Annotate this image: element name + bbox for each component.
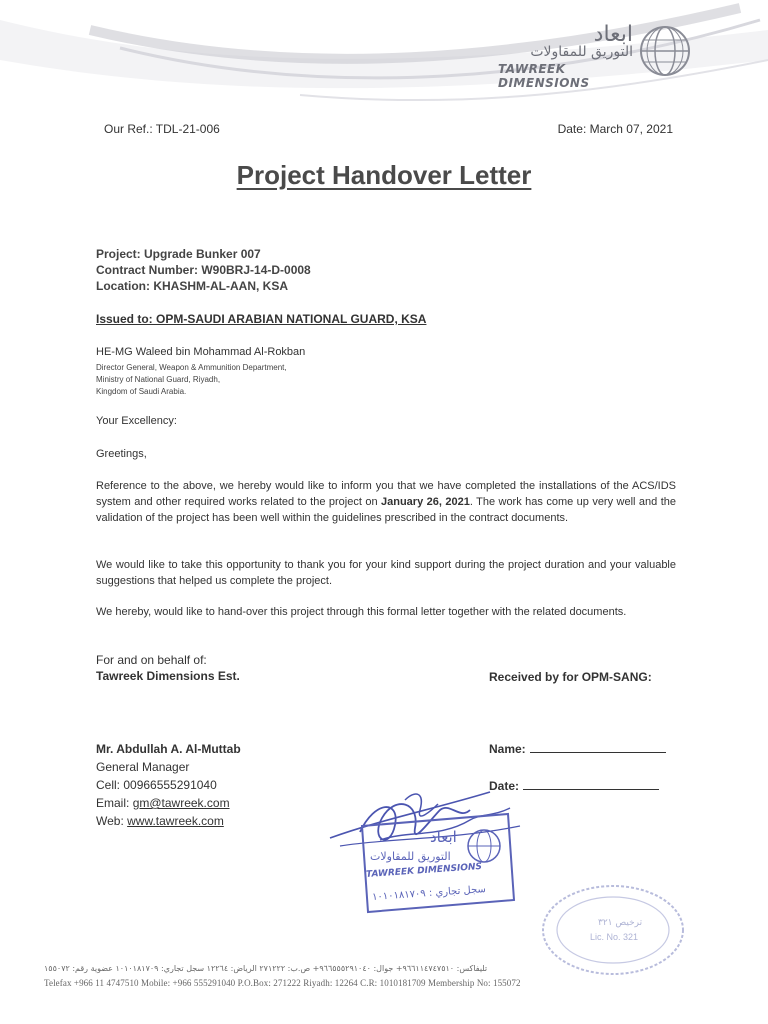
seal-arabic-number: ترخيص ٣٢١ — [598, 918, 643, 928]
greeting: Greetings, — [96, 448, 147, 460]
received-name-field — [489, 740, 666, 756]
salutation: Your Excellency: — [96, 415, 177, 427]
on-behalf-label: For and on behalf of: — [96, 653, 207, 667]
recipient-line: Director General, Weapon & Ammunition Department, — [96, 363, 287, 372]
project-details — [96, 246, 311, 294]
stamp-cr-number: سجل تجاري : ١٠١٠١٨١٧٠٩ — [371, 884, 487, 903]
issued-to: Issued to: OPM-SAUDI ARABIAN NATIONAL GUARD, KSA — [96, 312, 427, 326]
body-paragraph-2: We would like to take this opportunity to thank you for your kind support during the project duration and your valuable suggestions that helped us complete the project. — [96, 559, 676, 587]
body-paragraph-1 — [96, 478, 676, 526]
name-blank-line — [530, 740, 666, 753]
logo-english: TAWREEK DIMENSIONS — [498, 62, 590, 90]
received-by-label: Received by for OPM-SANG: — [489, 670, 652, 684]
date-label: Date: — [489, 779, 520, 793]
web-label: Web: — [96, 814, 128, 828]
web-link[interactable]: www.tawreek.com — [127, 814, 224, 828]
stamp-english: TAWREEK DIMENSIONS — [365, 861, 483, 881]
logo-arabic-main: ابعاد — [593, 22, 633, 47]
p1-text-b: . The work has come up very well and the validation of the project has been well within the guidelines prescribed in the contract documents. — [96, 496, 676, 524]
contract-number: Contract Number: W90BRJ-14-D-0008 — [96, 263, 311, 277]
company-logo — [498, 18, 728, 88]
signatory-cell: Cell: 00966555291040 — [96, 778, 217, 792]
signatory-block — [96, 740, 241, 830]
project-name: Project: Upgrade Bunker 007 — [96, 247, 261, 261]
letter-date: Date: March 07, 2021 — [557, 122, 673, 136]
email-label: Email: — [96, 796, 133, 810]
signatory-web-row — [96, 812, 241, 830]
signatory-name: Mr. Abdullah A. Al-Muttab — [96, 742, 241, 756]
p1-text-a: Reference to the above, we hereby would like to inform you that we have completed the installations of the ACS/IDS system and other required works related to the project on — [96, 480, 676, 508]
our-reference: Our Ref.: TDL-21-006 — [104, 122, 220, 136]
page-title: Project Handover Letter — [236, 160, 532, 190]
body-paragraph-3: We hereby, would like to hand-over this project through this formal letter together with the related documents. — [96, 606, 627, 618]
footer-english: Telefax +966 11 4747510 Mobile: +966 555291040 P.O.Box: 271222 Riyadh: 12264 C.R: 1010181709 Membership No: 155072 — [44, 978, 521, 988]
recipient-name: HE-MG Waleed bin Mohammad Al-Rokban — [96, 346, 306, 358]
footer-arabic: تليفاكس: ٩٦٦١١٤٧٤٧٥١٠+ جوال: ٩٦٦٥٥٥٢٩١٠٤٠+ ص.ب: ٢٧١٢٢٢ الرياض: ١٢٢٦٤ سجل تجاري: ١٠١٠١٨١٧٠٩ عضوية رقم: ١٥٥٠٧٢ — [44, 964, 488, 973]
project-location: Location: KHASHM-AL-AAN, KSA — [96, 279, 288, 293]
stamp-arabic-sub: التوريق للمقاولات — [370, 850, 451, 863]
logo-arabic-sub: التوريق للمقاولات — [530, 44, 633, 60]
recipient-line: Ministry of National Guard, Riyadh, — [96, 375, 221, 384]
recipient-line: Kingdom of Saudi Arabia. — [96, 387, 187, 396]
name-label: Name: — [489, 742, 526, 756]
completion-date: January 26, 2021 — [381, 496, 470, 508]
recipient-address — [96, 362, 287, 398]
globe-icon — [638, 24, 692, 78]
stamp-arabic-main: ابعاد — [430, 828, 457, 846]
signatory-title: General Manager — [96, 760, 190, 774]
on-behalf-block — [96, 652, 240, 684]
email-link[interactable]: gm@tawreek.com — [132, 796, 230, 810]
signatory-email-row — [96, 794, 241, 812]
company-name: Tawreek Dimensions Est. — [96, 669, 240, 683]
seal-license: Lic. No. 321 — [590, 932, 639, 942]
date-blank-line — [523, 777, 659, 790]
